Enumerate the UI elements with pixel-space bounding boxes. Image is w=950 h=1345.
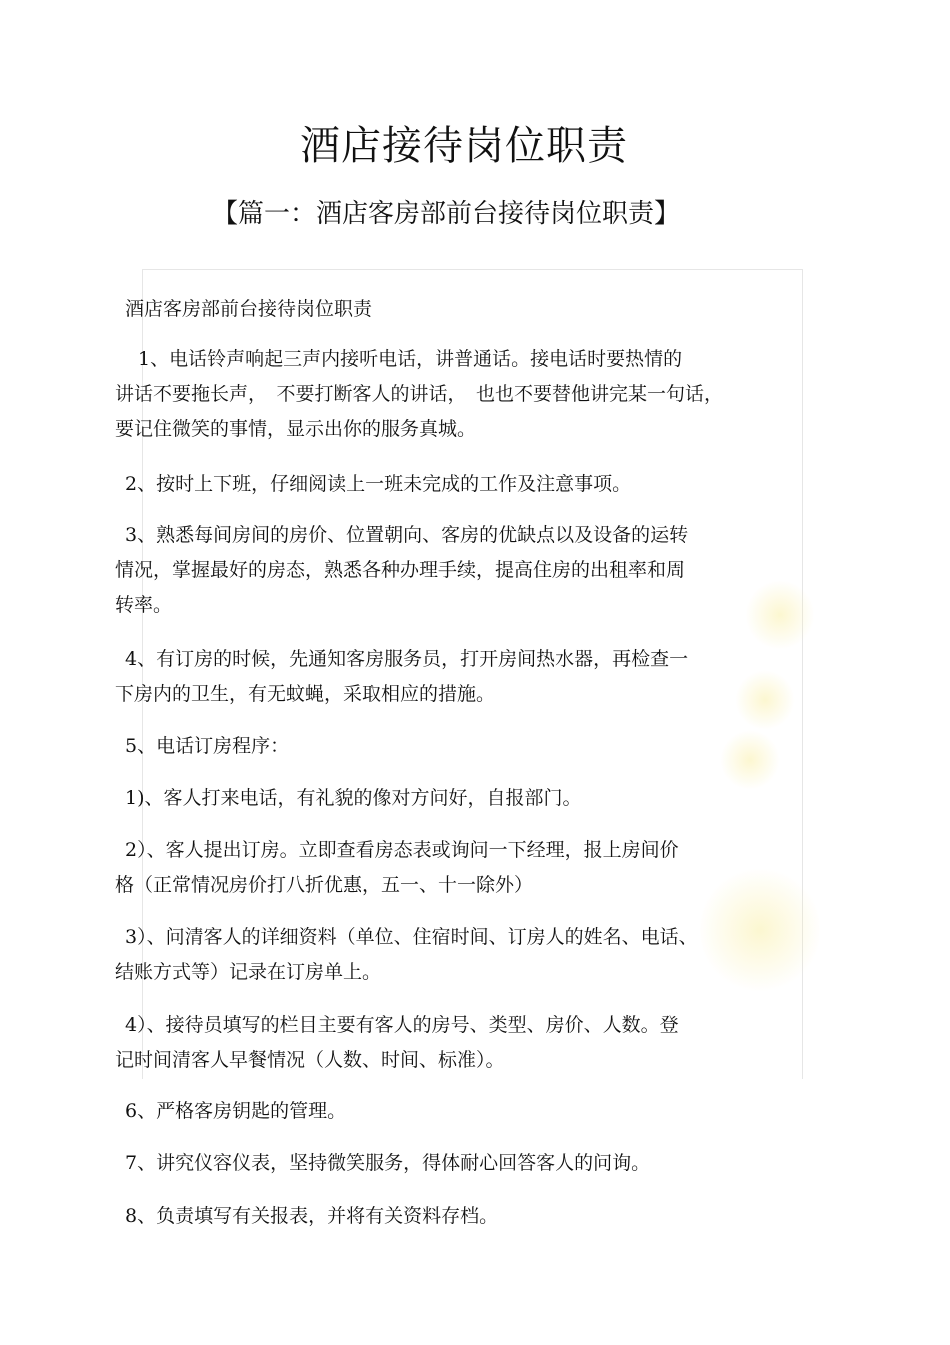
list-item-line: 4）、接待员填写的栏目主要有客人的房号、类型、房价、人数。登 xyxy=(125,1014,679,1036)
list-item xyxy=(115,467,631,502)
list-item-line: 1)、客人打来电话，有礼貌的像对方问好，自报部门。 xyxy=(125,787,582,809)
list-item-line: 2）、客人提出订房。立即查看房态表或询问一下经理，报上房间价 xyxy=(125,839,679,861)
list-item-line: 6、严格客房钥匙的管理。 xyxy=(125,1100,347,1122)
list-item-line: 记时间清客人早餐情况（人数、时间、标准）。 xyxy=(115,1049,505,1071)
list-item-line: 要记住微笑的事情，显示出你的服务真城。 xyxy=(115,418,477,440)
document-subtitle: 【篇一：酒店客房部前台接待岗位职责】 xyxy=(212,199,681,229)
list-item xyxy=(115,1146,650,1181)
list-item xyxy=(115,920,698,990)
background-watermark-glow xyxy=(720,730,780,790)
background-watermark-glow xyxy=(745,580,815,650)
list-item xyxy=(115,729,289,764)
background-watermark-glow xyxy=(735,670,795,730)
list-item-line: 3）、问清客人的详细资料（单位、住宿时间、订房人的姓名、电话、 xyxy=(125,926,698,948)
section-heading-text: 酒店客房部前台接待岗位职责 xyxy=(125,298,373,320)
list-item-line: 4、有订房的时候，先通知客房服务员，打开房间热水器，再检查一 xyxy=(125,648,689,670)
list-item-line: 5、电话订房程序： xyxy=(125,735,290,757)
list-item-line: 讲话不要拖长声， 不要打断客人的讲话， 也也不要替他讲完某一句话， xyxy=(115,383,724,405)
list-item-line: 7、讲究仪容仪表，坚持微笑服务，得体耐心回答客人的问询。 xyxy=(125,1152,651,1174)
list-item xyxy=(115,1008,679,1078)
list-item-line: 1、电话铃声响起三声内接听电话，讲普通话。接电话时要热情的 xyxy=(138,348,683,370)
background-watermark-glow xyxy=(700,865,820,995)
list-item-line: 8、负责填写有关报表，并将有关资料存档。 xyxy=(125,1205,499,1227)
list-item xyxy=(115,1094,346,1129)
list-item xyxy=(115,833,679,903)
list-item-line: 结账方式等）记录在订房单上。 xyxy=(115,961,382,983)
list-item-line: 2、按时上下班，仔细阅读上一班未完成的工作及注意事项。 xyxy=(125,473,632,495)
list-item-line: 转率。 xyxy=(115,594,173,616)
list-item-line: 格（正常情况房价打八折优惠，五一、十一除外） xyxy=(115,874,534,896)
list-item xyxy=(115,1199,498,1234)
list-item-line: 3、熟悉每间房间的房价、位置朝向、客房的优缺点以及设备的运转 xyxy=(125,524,689,546)
section-heading xyxy=(125,292,372,327)
list-item xyxy=(115,781,582,816)
list-item xyxy=(115,342,723,447)
list-item xyxy=(115,642,688,712)
list-item xyxy=(115,518,688,623)
page-title: 酒店接待岗位职责 xyxy=(300,123,628,169)
list-item-line: 下房内的卫生，有无蚊蝇，采取相应的措施。 xyxy=(115,683,496,705)
list-item-line: 情况，掌握最好的房态，熟悉各种办理手续，提高住房的出租率和周 xyxy=(115,559,686,581)
